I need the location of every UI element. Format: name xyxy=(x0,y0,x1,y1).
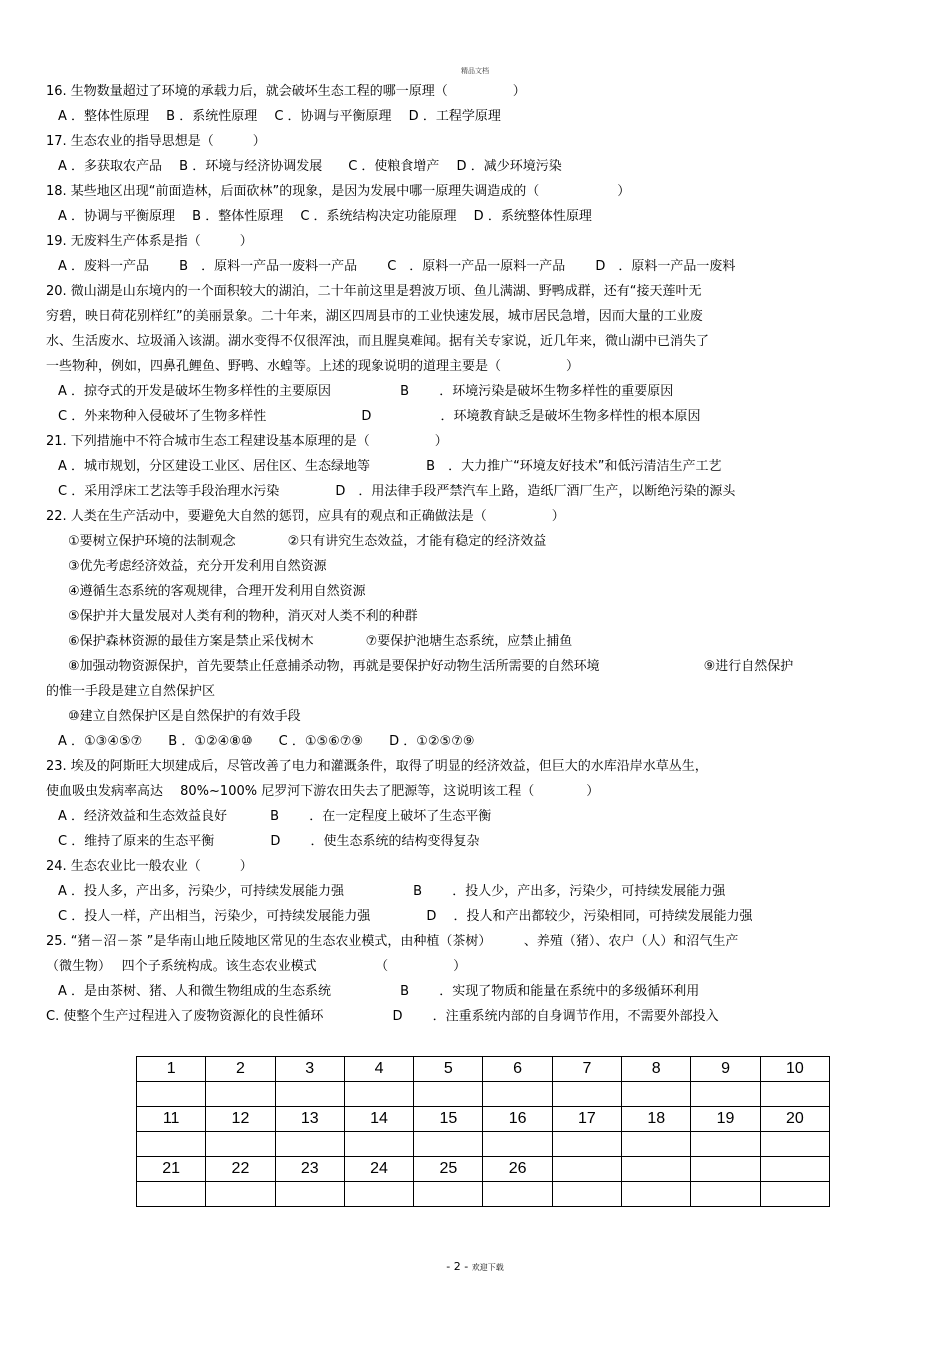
answer-blank-cell[interactable] xyxy=(691,1182,760,1207)
answer-blank-cell[interactable] xyxy=(760,1182,829,1207)
text-line: ⑤保护并大量发展对人类有利的物种，消灭对人类不利的种群 xyxy=(68,609,418,624)
answer-blank-cell[interactable] xyxy=(483,1132,552,1157)
answer-blank-cell[interactable] xyxy=(760,1082,829,1107)
text-line: ③优先考虑经济效益，充分开发利用自然资源 xyxy=(68,559,327,574)
answer-blank-cell[interactable] xyxy=(622,1082,691,1107)
question-number-cell: 4 xyxy=(344,1057,413,1082)
question-number-cell: 12 xyxy=(206,1107,275,1132)
question-number-cell: 14 xyxy=(344,1107,413,1132)
question-number-cell: 26 xyxy=(483,1157,552,1182)
question-number-cell: 7 xyxy=(552,1057,621,1082)
text-line: ⑧加强动物资源保护，首先要禁止任意捕杀动物，再就是要保护好动物生活所需要的自然环境 ⑨进行自然保护 xyxy=(68,659,794,674)
question-number-cell: 22 xyxy=(206,1157,275,1182)
answer-blank-cell[interactable] xyxy=(414,1082,483,1107)
text-line: 水、生活废水、垃圾涌入该湖。湖水变得不仅很浑浊，而且腥臭难闻。据有关专家说，近几年来，微山湖中已消失了 xyxy=(46,334,710,349)
answer-blank-cell[interactable] xyxy=(552,1132,621,1157)
text-line: A ．是由茶树、猪、人和微生物组成的生态系统 B ．实现了物质和能量在系统中的多级循环利用 xyxy=(58,984,700,999)
question-number-cell: 13 xyxy=(275,1107,344,1132)
answer-blank-cell[interactable] xyxy=(691,1132,760,1157)
question-number-cell: 16 xyxy=(483,1107,552,1132)
question-number-cell: 1 xyxy=(137,1057,206,1082)
text-line: C ．采用浮床工艺法等手段治理水污染 D ．用法律手段严禁汽车上路，造纸厂酒厂生产，以断绝污染的源头 xyxy=(58,484,736,499)
answer-blank-cell[interactable] xyxy=(414,1182,483,1207)
answer-blank-cell[interactable] xyxy=(344,1082,413,1107)
question-number-cell xyxy=(552,1157,621,1182)
answer-blank-cell[interactable] xyxy=(552,1182,621,1207)
answer-blank-cell[interactable] xyxy=(344,1132,413,1157)
question-number-cell: 15 xyxy=(414,1107,483,1132)
question-number-cell: 5 xyxy=(414,1057,483,1082)
answer-blank-cell[interactable] xyxy=(206,1132,275,1157)
text-line: ①要树立保护环境的法制观念 ②只有讲究生态效益，才能有稳定的经济效益 xyxy=(68,534,547,549)
text-line: C ．维持了原来的生态平衡 D ．使生态系统的结构变得复杂 xyxy=(58,834,480,849)
question-number-cell: 20 xyxy=(760,1107,829,1132)
answer-blank-cell[interactable] xyxy=(760,1132,829,1157)
answer-blank-cell[interactable] xyxy=(275,1132,344,1157)
answer-blank-cell[interactable] xyxy=(414,1132,483,1157)
answer-blank-cell[interactable] xyxy=(344,1182,413,1207)
question-number-cell: 11 xyxy=(137,1107,206,1132)
text-line: 21. 下列措施中不符合城市生态工程建设基本原理的是（ ） xyxy=(46,434,448,449)
text-line: 25. “猪－沼－茶 ”是华南山地丘陵地区常见的生态农业模式，由种植（茶树） 、养殖（猪）、农户（人）和沼气生产 xyxy=(46,934,739,949)
text-line: A ．城市规划，分区建设工业区、居住区、生态绿地等 B ．大力推广“环境友好技术”和低污清洁生产工艺 xyxy=(58,459,722,474)
question-number-cell: 18 xyxy=(622,1107,691,1132)
text-line: C ．投人一样，产出相当，污染少，可持续发展能力强 D ．投人和产出都较少，污染相同，可持续发展能力强 xyxy=(58,909,753,924)
answer-blank-cell[interactable] xyxy=(275,1082,344,1107)
question-number-cell: 2 xyxy=(206,1057,275,1082)
answer-blank-cell[interactable] xyxy=(483,1082,552,1107)
text-line: 16. 生物数量超过了环境的承载力后，就会破坏生态工程的哪一原理（ ） xyxy=(46,84,526,99)
text-line: A ．废料一产品 B ．原料一产品一废料一产品 C ．原料一产品一原料一产品 D ．原料一产品一废料 xyxy=(58,259,736,274)
text-line: A ．①③④⑤⑦ B ．①②④⑧⑩ C ．①⑤⑥⑦⑨ D ．①②⑤⑦⑨ xyxy=(58,734,475,749)
answer-blank-cell[interactable] xyxy=(483,1182,552,1207)
question-number-cell xyxy=(691,1157,760,1182)
answer-blank-cell[interactable] xyxy=(622,1182,691,1207)
question-number-cell: 19 xyxy=(691,1107,760,1132)
text-line: 23. 埃及的阿斯旺大坝建成后，尽管改善了电力和灌溉条件，取得了明显的经济效益，但巨大的水库沿岸水草丛生， xyxy=(46,759,708,774)
answer-blank-row xyxy=(137,1182,830,1207)
answer-blank-cell[interactable] xyxy=(622,1132,691,1157)
text-line: 24. 生态农业比一般农业（ ） xyxy=(46,859,253,874)
question-number-cell: 9 xyxy=(691,1057,760,1082)
text-line: （微生物） 四个子系统构成。该生态农业模式 （ ） xyxy=(46,959,467,974)
text-line: A ．投人多，产出多，污染少，可持续发展能力强 B ．投人少，产出多，污染少，可持续发展能力强 xyxy=(58,884,726,899)
text-line: A ．多获取农产品 B ．环境与经济协调发展 C ．使粮食增产 D ．减少环境污染 xyxy=(58,159,562,174)
text-line: C ．外来物种入侵破坏了生物多样性 D ．环境教育缺乏是破坏生物多样性的根本原因 xyxy=(58,409,701,424)
page-number: - 2 - xyxy=(446,1260,469,1273)
text-line: 22. 人类在生产活动中，要避免大自然的惩罚，应具有的观点和正确做法是（ ） xyxy=(46,509,565,524)
answer-number-row xyxy=(137,1057,830,1082)
question-number-cell: 23 xyxy=(275,1157,344,1182)
text-line: ⑩建立自然保护区是自然保护的有效手段 xyxy=(68,709,301,724)
answer-table xyxy=(136,1056,830,1207)
text-line: A ．掠夺式的开发是破坏生物多样性的主要原因 B ．环境污染是破坏生物多样性的重要原因 xyxy=(58,384,674,399)
answer-blank-cell[interactable] xyxy=(137,1082,206,1107)
text-line: A ．经济效益和生态效益良好 B ．在一定程度上破坏了生态平衡 xyxy=(58,809,492,824)
answer-blank-cell[interactable] xyxy=(691,1082,760,1107)
answer-blank-cell[interactable] xyxy=(137,1182,206,1207)
answer-blank-cell[interactable] xyxy=(275,1182,344,1207)
text-line: 17. 生态农业的指导思想是（ ） xyxy=(46,134,266,149)
answer-number-row xyxy=(137,1157,830,1182)
text-line: 使血吸虫发病率高达 80%~100% 尼罗河下游农田失去了肥源等，这说明该工程（ ） xyxy=(46,784,600,799)
question-number-cell: 8 xyxy=(622,1057,691,1082)
text-line: C. 使整个生产过程进入了废物资源化的良性循环 D ．注重系统内部的自身调节作用，不需要外部投入 xyxy=(46,1009,719,1024)
answer-blank-row xyxy=(137,1132,830,1157)
question-number-cell: 25 xyxy=(414,1157,483,1182)
answer-number-row xyxy=(137,1107,830,1132)
page-header: 精品文档 xyxy=(461,67,489,75)
answer-blank-cell[interactable] xyxy=(552,1082,621,1107)
question-number-cell: 21 xyxy=(137,1157,206,1182)
page-footer xyxy=(0,1260,950,1273)
question-number-cell: 24 xyxy=(344,1157,413,1182)
answer-blank-cell[interactable] xyxy=(206,1182,275,1207)
footer-note: 欢迎下载 xyxy=(471,1263,504,1272)
text-line: 19. 无废料生产体系是指（ ） xyxy=(46,234,253,249)
answer-blank-row xyxy=(137,1082,830,1107)
text-line: 的惟一手段是建立自然保护区 xyxy=(46,684,216,699)
text-line: 穷碧，映日荷花别样红”的美丽景象。二十年来，湖区四周县市的工业快速发展，城市居民急增，因而大量的工业废 xyxy=(46,309,703,324)
text-line: ⑥保护森林资源的最佳方案是禁止采伐树木 ⑦要保护池塘生态系统，应禁止捕鱼 xyxy=(68,634,573,649)
question-number-cell xyxy=(622,1157,691,1182)
text-line: 一些物种，例如，四鼻孔鲤鱼、野鸭、水蝗等。上述的现象说明的道理主要是（ ） xyxy=(46,359,580,374)
text-line: 18. 某些地区出现“前面造林，后面砍林”的现象，是因为发展中哪一原理失调造成的（ ） xyxy=(46,184,631,199)
question-number-cell: 3 xyxy=(275,1057,344,1082)
question-number-cell xyxy=(760,1157,829,1182)
text-line: A ．整体性原理 B ．系统性原理 C ．协调与平衡原理 D ．工程学原理 xyxy=(58,109,501,124)
question-number-cell: 17 xyxy=(552,1107,621,1132)
text-line: A ．协调与平衡原理 B ．整体性原理 C ．系统结构决定功能原理 D ．系统整体性原理 xyxy=(58,209,592,224)
question-number-cell: 6 xyxy=(483,1057,552,1082)
answer-blank-cell[interactable] xyxy=(137,1132,206,1157)
text-line: 20. 微山湖是山东境内的一个面积较大的湖泊，二十年前这里是碧波万顷、鱼儿满湖、野鸭成群，还有“接天莲叶无 xyxy=(46,284,702,299)
text-line: ④遵循生态系统的客观规律，合理开发利用自然资源 xyxy=(68,584,366,599)
answer-blank-cell[interactable] xyxy=(206,1082,275,1107)
question-number-cell: 10 xyxy=(760,1057,829,1082)
